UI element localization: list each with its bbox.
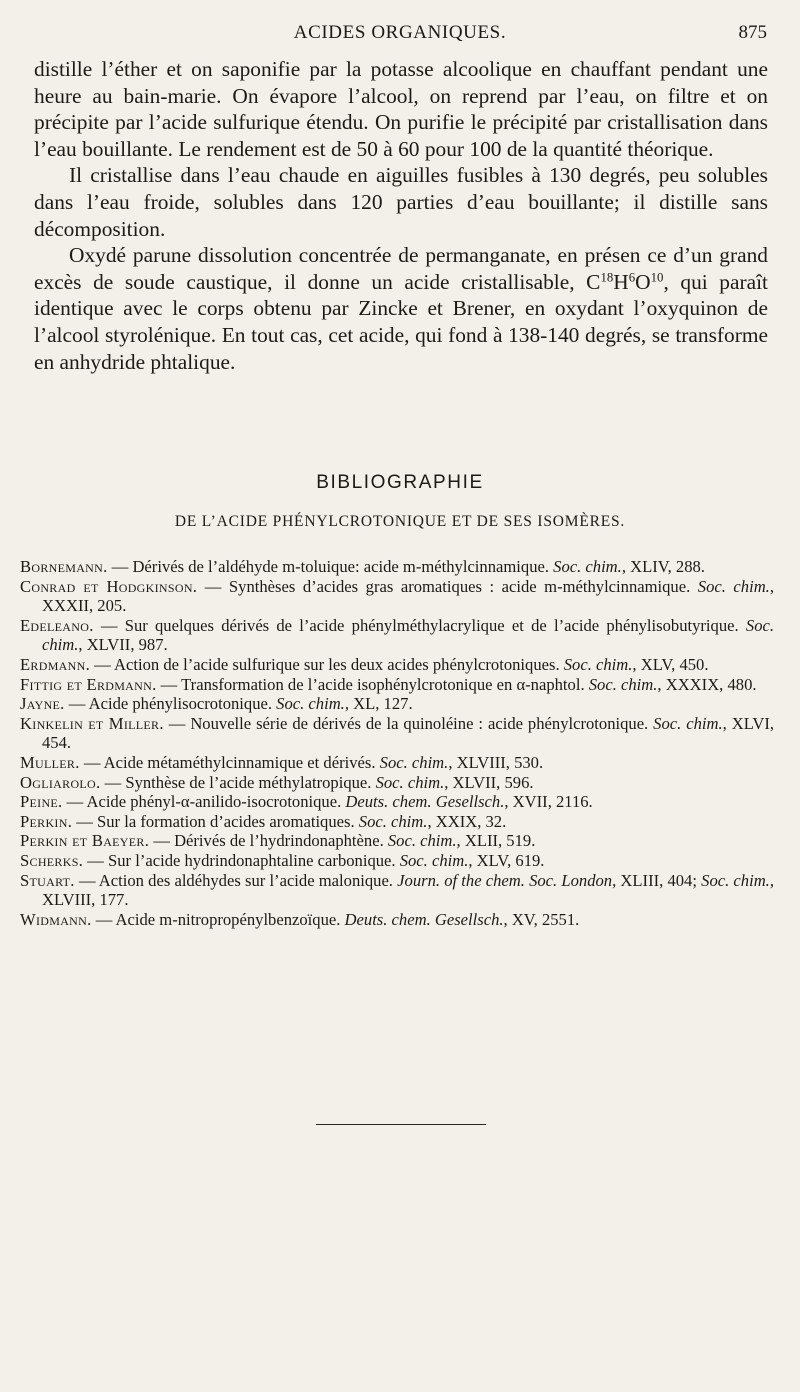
paragraph-continuation: distille l’éther et on saponifie par la potasse alcoolique en chauffant pendant une heure au bain-marie. On évapore l’alcool, on reprend par l’eau, on filtre et on précipite par l’acide sulfurique étendu. On purifie le précipité par cristallisation dans l’eau bouillante. Le rendement est de 50 à 60 pour 100 de la quantité théorique.	[34, 57, 768, 161]
reference-volume: , XLVIII, 530.	[448, 752, 544, 772]
reference-author: Kinkelin et Miller.	[20, 713, 164, 733]
reference-volume: , XLIII, 404;	[612, 870, 702, 890]
reference-entry	[20, 694, 774, 714]
reference-volume: , XLV, 619.	[468, 850, 545, 870]
body-text	[34, 56, 768, 375]
reference-source-secondary: Soc. chim.	[701, 870, 770, 890]
running-head	[0, 22, 800, 50]
reference-author: Scherks.	[20, 850, 84, 870]
reference-entry	[20, 675, 774, 695]
bibliography-heading: BIBLIOGRAPHIE	[316, 472, 484, 493]
reference-title: — Acide phénylisocrotonique.	[64, 694, 277, 714]
reference-title: — Nouvelle série de dérivés de la quinoléine : acide phénylcrotonique.	[163, 713, 654, 733]
reference-author: Erdmann.	[20, 654, 91, 674]
reference-title: — Sur quelques dérivés de l’acide phénylméthylacrylique et de l’acide phénylisobutyrique.	[93, 615, 746, 635]
reference-source: Soc. chim.	[553, 557, 622, 576]
reference-source: Soc. chim.	[42, 615, 774, 655]
reference-source: Soc. chim.	[399, 850, 469, 870]
reference-entry	[20, 773, 774, 793]
reference-source: Soc. chim.	[563, 654, 633, 674]
reference-author: Fittig et Erdmann.	[20, 674, 157, 694]
reference-author: Perkin et Baeyer.	[20, 831, 150, 851]
reference-volume: , XLV, 450.	[632, 654, 709, 674]
reference-volume: , XLIV, 288.	[621, 557, 705, 576]
reference-author: Edeleano.	[20, 615, 94, 635]
reference-title: — Acide phényl-α-anilido-isocrotonique.	[62, 792, 346, 812]
reference-author: Peine.	[20, 792, 63, 812]
reference-entry	[20, 714, 774, 753]
reference-entry	[20, 871, 774, 910]
reference-entry	[20, 753, 774, 773]
formula-subscript-hydrogen: 6	[628, 270, 636, 285]
reference-volume: , XLVI, 454.	[42, 713, 774, 753]
reference-source: Journ. of the chem. Soc. London	[397, 870, 613, 890]
reference-entry	[20, 655, 774, 675]
reference-source: Soc. chim.	[375, 772, 445, 792]
oxidation-text-start: Oxydé parune dissolution concentrée de permanganate, en présen ce d’un grand excès de soude caustique, il donne un acide cristallisable, C	[34, 243, 768, 294]
reference-author: Widmann.	[20, 909, 92, 929]
reference-title: — Sur la formation d’acides aromatiques.	[72, 811, 359, 831]
reference-entry	[20, 557, 774, 577]
formula-hydrogen: H	[613, 269, 629, 294]
reference-source: Deuts. chem. Gesellsch.	[344, 909, 504, 929]
reference-source: Soc. chim.	[379, 752, 449, 772]
page-number: 875	[738, 22, 767, 43]
reference-title: — Dérivés de l’hydrindonaphtène.	[149, 831, 388, 851]
reference-author: Muller.	[20, 752, 80, 772]
reference-volume: , XXIX, 32.	[427, 811, 507, 831]
reference-source: Soc. chim.	[697, 576, 770, 596]
reference-volume: , XLVII, 596.	[444, 772, 534, 792]
reference-volume: , XLII, 519.	[456, 831, 536, 851]
running-title: ACIDES ORGANIQUES.	[293, 22, 507, 43]
bibliography-subheading: DE L’ACIDE PHÉNYLCROTONIQUE ET DE SES ISOMÈRES.	[174, 513, 626, 530]
reference-volume: , XXXIX, 480.	[657, 674, 757, 694]
reference-title: — Acide m-nitropropénylbenzoïque.	[91, 909, 345, 929]
reference-author: Ogliarolo.	[20, 772, 101, 792]
reference-title: — Sur l’acide hydrindonaphtaline carbonique.	[83, 850, 400, 870]
oxidation-text-end: , qui paraît identique avec le corps obtenu par Zincke et Brener, en oxydant l’oxyquinon de l’alcool styrolénique. En tout cas, cet acide, qui fond à 138-140 degrés, se transforme en anhydride phtalique.	[34, 269, 768, 374]
reference-source: Soc. chim.	[358, 811, 428, 831]
reference-author: Conrad et Hodgkinson.	[20, 576, 198, 596]
reference-title: — Acide métaméthylcinnamique et dérivés.	[79, 752, 380, 772]
paragraph-crystallisation: Il cristallise dans l’eau chaude en aiguilles fusibles à 130 degrés, peu solubles dans l’eau froide, solubles dans 120 parties d’eau bouillante; il distille sans décomposition.	[34, 163, 768, 241]
reference-volume: , XLVII, 987.	[78, 635, 168, 655]
reference-volume: , XV, 2551.	[503, 909, 580, 929]
reference-source: Soc. chim.	[653, 713, 723, 733]
reference-entry	[20, 792, 774, 812]
reference-volume: , XL, 127.	[344, 694, 413, 714]
reference-author: Jayne.	[20, 694, 65, 714]
reference-volume-secondary: , XLVIII, 177.	[42, 870, 774, 910]
reference-entry	[20, 851, 774, 871]
reference-source: Deuts. chem. Gesellsch.	[345, 792, 505, 812]
formula-subscript-oxygen: 10	[650, 270, 664, 285]
formula-oxygen: O	[635, 269, 651, 294]
reference-title: — Action des aldéhydes sur l’acide malonique.	[74, 870, 398, 890]
reference-source: Soc. chim.	[588, 674, 658, 694]
reference-title: — Synthèses d’acides gras aromatiques : acide m-méthylcinnamique.	[197, 576, 698, 596]
reference-entry	[20, 910, 774, 930]
reference-title: — Transformation de l’acide isophénylcrotonique en α-naphtol.	[156, 674, 589, 694]
reference-title: — Synthèse de l’acide méthylatropique.	[100, 772, 376, 792]
end-rule	[316, 1124, 486, 1125]
reference-volume: , XVII, 2116.	[504, 792, 593, 812]
reference-source: Soc. chim.	[387, 831, 457, 851]
reference-author: Stuart.	[20, 870, 75, 890]
bibliography-list	[20, 557, 774, 929]
reference-entry	[20, 812, 774, 832]
reference-entry	[20, 616, 774, 655]
formula-subscript-carbon: 18	[600, 270, 614, 285]
reference-entry	[20, 577, 774, 616]
reference-source: Soc. chim.	[276, 694, 345, 714]
reference-author: Perkin.	[20, 811, 73, 831]
paragraph-oxidation	[34, 242, 768, 375]
reference-title: — Action de l’acide sulfurique sur les deux acides phénylcrotoniques.	[90, 654, 564, 674]
reference-volume: , XXXII, 205.	[42, 576, 774, 616]
reference-entry	[20, 831, 774, 851]
reference-author: Bornemann.	[20, 557, 108, 576]
reference-title: — Dérivés de l’aldéhyde m-toluique: acide m-méthylcinnamique.	[107, 557, 554, 576]
